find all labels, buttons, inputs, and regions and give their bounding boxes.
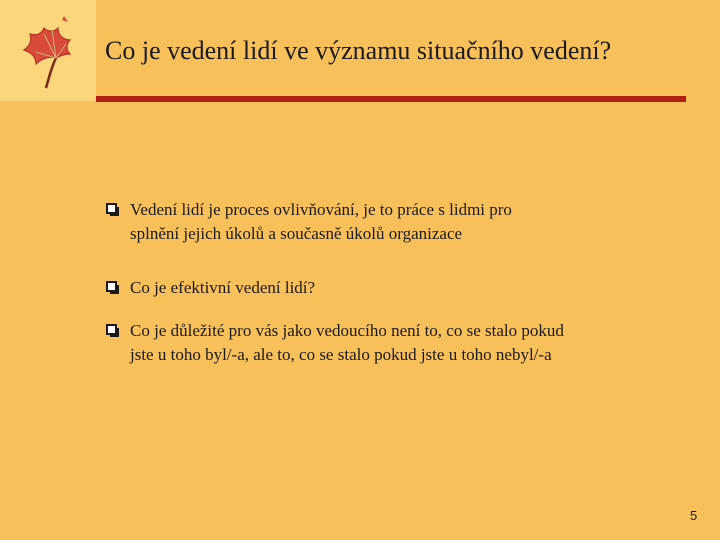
page-number: 5 (690, 508, 698, 523)
slide-title: Co je vedení lidí ve významu situačního vedení? (105, 36, 612, 65)
bullet-line: Vedení lidí je proces ovlivňování, je to práce s lidmi pro (130, 200, 512, 219)
bullet-item (106, 276, 706, 300)
bullet-line: Co je důležité pro vás jako vedoucího není to, co se stalo pokud (130, 321, 564, 340)
bullet-line: jste u toho byl/-a, ale to, co se stalo pokud jste u toho nebyl/-a (130, 345, 552, 364)
logo-panel (0, 0, 96, 101)
maple-leaf-icon (6, 12, 90, 92)
bullet-item (106, 198, 706, 246)
bullet-item (106, 319, 706, 367)
title-divider (96, 96, 686, 102)
checkbox-bullet-icon (106, 203, 117, 214)
bullet-list (106, 198, 706, 397)
checkbox-bullet-icon (106, 281, 117, 292)
checkbox-bullet-icon (106, 324, 117, 335)
bullet-line: splnění jejich úkolů a současně úkolů organizace (130, 224, 463, 243)
bullet-line: Co je efektivní vedení lidí? (130, 278, 316, 297)
